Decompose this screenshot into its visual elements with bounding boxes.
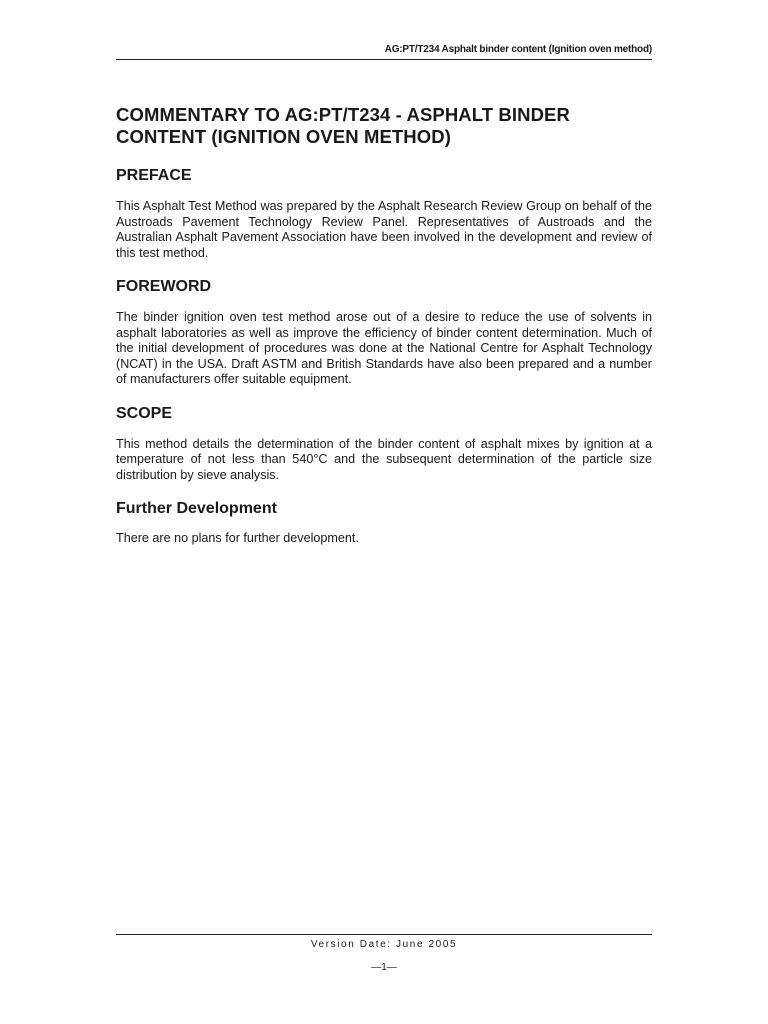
section-body-preface: This Asphalt Test Method was prepared by the Asphalt Research Review Group on behalf of the Austroads Pavement Technology Review Panel. Representatives of Austroads and the Australian Asphalt Pavement Association have been involved in the development and review of this test method. [116, 199, 652, 260]
section-body-further-development: There are no plans for further development. [116, 531, 359, 545]
running-header: AG:PT/T234 Asphalt binder content (Ignition oven method) [384, 44, 652, 55]
page-number: —1— [371, 962, 397, 973]
section-body-scope: This method details the determination of the binder content of asphalt mixes by ignition at a temperature of not less than 540°C and the subsequent determination of the particle size distribution by sieve analysis. [116, 436, 652, 482]
section-heading-scope: SCOPE [116, 404, 173, 422]
page-content [116, 104, 652, 563]
section-heading-preface: PREFACE [116, 167, 192, 184]
section-heading-foreword: FOREWORD [116, 278, 212, 295]
header-divider [116, 59, 652, 60]
version-date: Version Date: June 2005 [310, 939, 458, 950]
section-body-foreword: The binder ignition oven test method arose out of a desire to reduce the use of solvents in asphalt laboratories as well as improve the efficiency of binder content determination. Much of the initial development of procedures was done at the National Centre for Asphalt Technology (NCAT) in the USA. Draft ASTM and British Standards have also been prepared and a number of manufacturers offer suitable equipment. [116, 310, 652, 386]
section-heading-further-development: Further Development [116, 500, 277, 517]
footer-divider [116, 934, 652, 935]
document-title: COMMENTARY TO AG:PT/T234 - ASPHALT BINDER CONTENT (IGNITION OVEN METHOD) [116, 104, 570, 147]
